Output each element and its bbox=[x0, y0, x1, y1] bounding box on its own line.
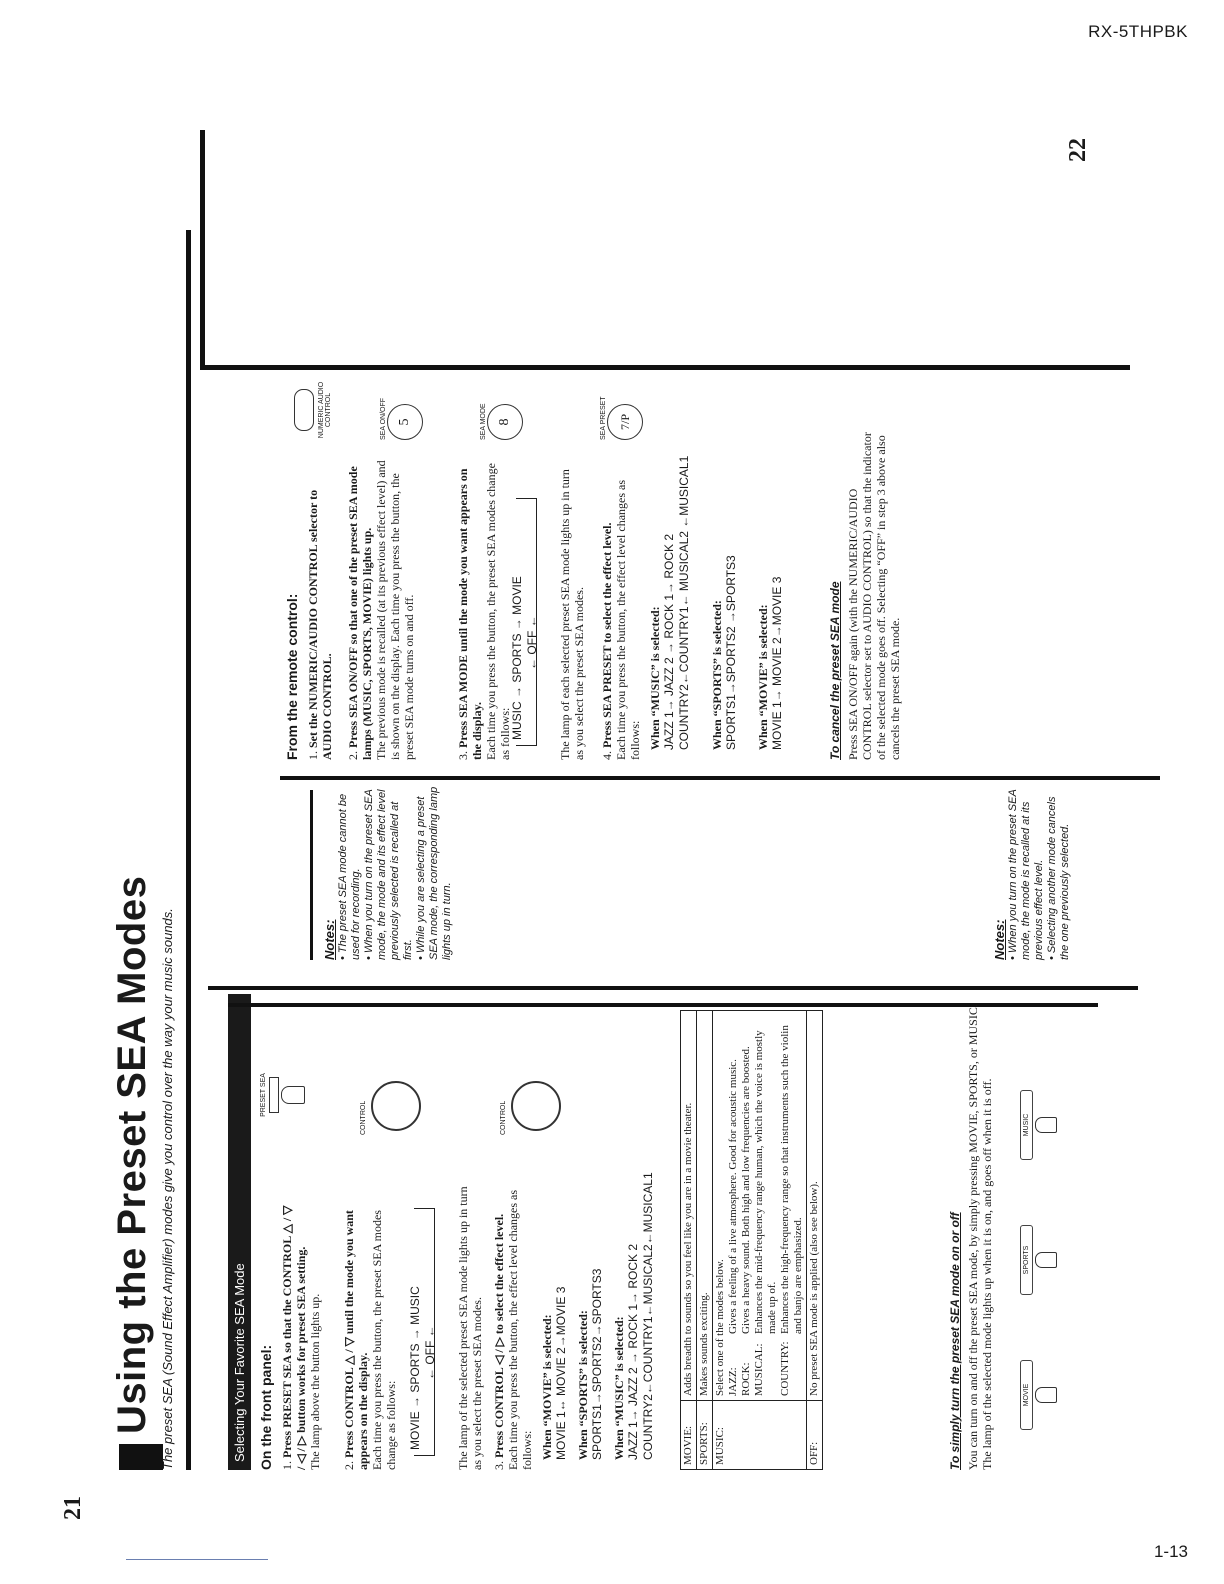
sea-onoff-button-icon: SEA ON/OFF 5 bbox=[380, 370, 450, 440]
control-knob-icon-2: CONTROL bbox=[500, 1055, 590, 1135]
remote-step-4: 4. Press SEA PRESET to select the effect level. Each time you press the button, the effect level changes as follows: bbox=[600, 479, 642, 760]
front-step-3: 3. Press CONTROL ◁ / ▷ to select the effect level. Each time you press the button, the effect level changes as follows: bbox=[492, 1189, 534, 1470]
model-number: RX-5THPBK bbox=[1088, 22, 1188, 41]
notes-left: Notes: • The preset SEA mode cannot be used for recording. • When you turn on the preset SEA mode, the mode and its effect level previously selected is recalled at first. • While you are selecting a preset SEA mode, the corresponding lamp lights up in turn. bbox=[322, 786, 453, 960]
control-knob-icon: CONTROL bbox=[360, 1055, 450, 1135]
cancel-heading: To cancel the preset SEA mode bbox=[828, 581, 842, 760]
seq-movie: MOVIE bbox=[408, 1411, 422, 1450]
section-header: Selecting Your Favorite SEA Mode bbox=[228, 994, 251, 1470]
seq-off: OFF bbox=[423, 1340, 437, 1365]
remote-step-3-after: The lamp of each selected preset SEA mode lights up in turn as you select the preset SEA modes. bbox=[558, 469, 586, 760]
remote-sports-levels: When “SPORTS” is selected: SPORTS1→SPORTS2 →SPORTS3 bbox=[710, 555, 738, 750]
front-music-levels: When “MUSIC” is selected: JAZZ 1→ JAZZ 2 → ROCK 1→ ROCK 2 COUNTRY2←COUNTRY1←MUSICAL2←MUSICAL1 bbox=[612, 1172, 655, 1460]
remote-step-3: 3. Press SEA MODE until the mode you want appears on the display. Each time you press the button, the preset SEA modes change as follows: bbox=[456, 463, 512, 760]
page-subtitle: The preset SEA (Sound Effect Amplifier) modes give you control over the way your music sounds. bbox=[160, 908, 175, 1470]
notes-bottom: Notes: • When you turn on the preset SEA mode, the mode is recalled at its previous effect level. • Selecting another mode cancels the one previously selected. bbox=[992, 789, 1071, 960]
remote-step-2: 2. Press SEA ON/OFF so that one of the preset SEA mode lamps (MUSIC, SPORTS, MOVIE) lights up. The previous mode is recalled (at its previous effect level) and is shown on the display. Each time you press the button, the preset SEA mode turns on and off. bbox=[346, 460, 416, 760]
front-step-2: 2. Press CONTROL △ / ▽ until the mode you want appears on the display. Each time you press the button, the preset SEA modes change as follows: bbox=[342, 1210, 398, 1470]
page-title: Using the Preset SEA Modes bbox=[110, 876, 163, 1470]
numeric-audio-control-icon: NUMERIC AUDIO CONTROL bbox=[290, 370, 350, 450]
front-sports-levels: When “SPORTS” is selected: SPORTS1→SPORTS2→SPORTS3 bbox=[576, 1268, 604, 1460]
music-button-icon: MUSIC bbox=[1020, 1090, 1070, 1160]
remote-movie-levels: When “MOVIE” is selected: MOVIE 1→ MOVIE 2→MOVIE 3 bbox=[756, 576, 784, 750]
remote-divider bbox=[280, 776, 1160, 780]
movie-button-icon: MOVIE bbox=[1020, 1360, 1070, 1430]
seq-movie: MOVIE bbox=[510, 576, 524, 615]
front-step-1: 1. Press PRESET SEA so that the CONTROL △ / ▽ / ◁ / ▷ button works for preset SEA setting. The lamp above the button lights up. bbox=[280, 1205, 322, 1470]
front-movie-levels: When “MOVIE” is selected: MOVIE 1↔ MOVIE 2→MOVIE 3 bbox=[540, 1286, 568, 1460]
title-rule bbox=[186, 230, 191, 1470]
seq-music: MUSIC bbox=[510, 701, 524, 740]
remote-heading: From the remote control: bbox=[284, 593, 300, 760]
notes-left-rule bbox=[310, 790, 313, 960]
cancel-text: Press SEA ON/OFF again (with the NUMERIC/AUDIO CONTROL selector set to AUDIO CONTROL) so that the indicator of the selected mode goes off. Selecting “OFF” in step 3 above also cancels the preset SEA mode. bbox=[846, 432, 902, 760]
front-step-2-after: The lamp of the selected preset SEA mode lights up in turn as you select the preset SEA modes. bbox=[456, 1186, 484, 1470]
rotated-manual-spread bbox=[60, 110, 1140, 1530]
remote-step-1: 1. Set the NUMERIC/AUDIO CONTROL selector to AUDIO CONTROL. bbox=[306, 489, 334, 760]
right-page-number: 22 bbox=[1065, 138, 1091, 162]
left-page-number: 21 bbox=[60, 1496, 86, 1520]
remote-music-levels: When “MUSIC” is selected: JAZZ 1→ JAZZ 2 → ROCK 1→ ROCK 2 COUNTRY2←COUNTRY1← MUSICAL2 ←MUSICAL1 bbox=[648, 455, 691, 750]
sea-mode-button-icon: SEA MODE 8 bbox=[480, 370, 550, 440]
footer-rule bbox=[126, 1559, 268, 1560]
seq-music: MUSIC bbox=[408, 1286, 422, 1325]
table-row: SPORTS: Makes sounds exciting. bbox=[697, 1011, 713, 1470]
simple-onoff-heading: To simply turn the preset SEA mode on or off bbox=[948, 1212, 962, 1470]
remote-mode-sequence: MUSIC → SPORTS → MOVIE ← OFF ← bbox=[510, 480, 546, 740]
page-code: 1-13 bbox=[1153, 1542, 1188, 1561]
sports-button-icon: SPORTS bbox=[1020, 1225, 1070, 1295]
center-divider bbox=[208, 986, 1138, 990]
table-row: MOVIE: Adds breadth to sounds so you feel like you are in a movie theater. bbox=[681, 1011, 697, 1470]
sea-mode-table bbox=[680, 1010, 823, 1470]
mode-buttons-row bbox=[1020, 1090, 1070, 1430]
right-edge-rule bbox=[200, 365, 1130, 370]
sea-preset-button-icon: SEA PRESET 7/P bbox=[600, 370, 670, 440]
front-mode-sequence: MOVIE → SPORTS → MUSIC ← OFF ← bbox=[408, 1190, 444, 1450]
title-marker bbox=[119, 1444, 163, 1470]
seq-sports: SPORTS bbox=[408, 1343, 422, 1393]
seq-sports: SPORTS bbox=[510, 633, 524, 683]
seq-off: OFF bbox=[525, 630, 539, 655]
simple-onoff-text: You can turn on and off the preset SEA mode, by simply pressing MOVIE, SPORTS, or MUSIC. The lamp of the selected mode lights up when it is on, and goes off when it is off. bbox=[966, 1004, 994, 1470]
preset-sea-button-icon: PRESET SEA bbox=[260, 1065, 314, 1125]
right-top-rule bbox=[200, 130, 205, 370]
table-row: OFF: No preset SEA mode is applied (also see below). bbox=[807, 1011, 823, 1470]
table-row: MUSIC: Select one of the modes below. JAZZ: Gives a feeling of a live atmosphere. Good for acoustic music. ROCK: Gives a heavy sound. Both high and low frequencies are boosted. MUSICAL: Enhances the mid-frequency range human, which the voice is mostly made up of. COUNTRY: Enhances the high-frequency range so that instruments such the violin and banjo are emphasized. bbox=[713, 1011, 807, 1470]
front-panel-heading: On the front panel: bbox=[258, 1344, 274, 1470]
